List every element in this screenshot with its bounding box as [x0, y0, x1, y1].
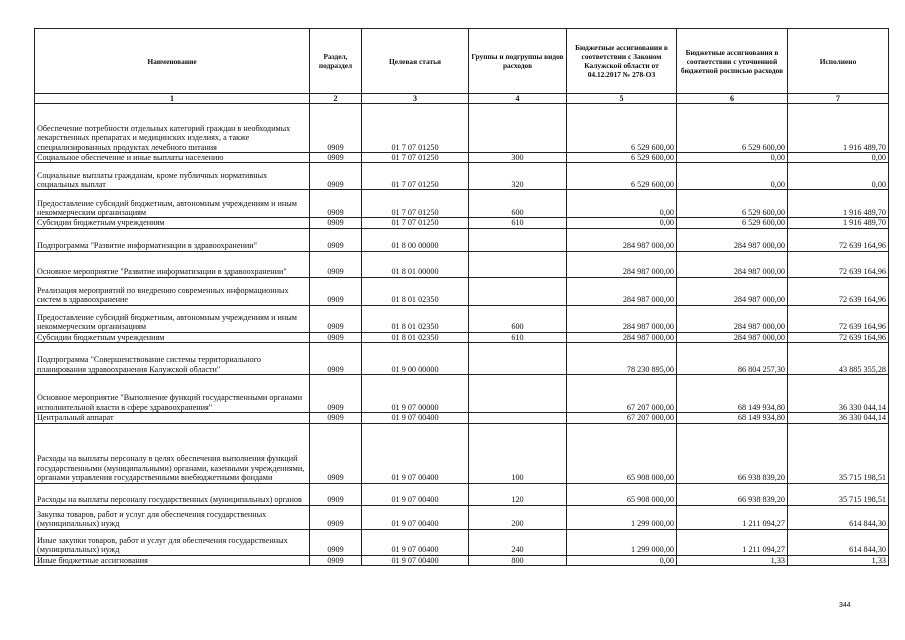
header-law: Бюджетные ассигнования в соответствии с Законом Калужской области от 04.12.2017 № 278-ОЗ [567, 29, 677, 94]
cell-target: 01 8 01 02350 [362, 305, 469, 332]
cell-law: 284 987 000,00 [567, 305, 677, 332]
cell-law: 1 299 000,00 [567, 529, 677, 555]
column-number: 1 [35, 94, 310, 104]
cell-refined: 6 529 600,00 [677, 218, 788, 228]
cell-executed: 36 330 044,14 [788, 375, 889, 413]
column-number: 3 [362, 94, 469, 104]
table-row [35, 332, 889, 342]
cell-law: 284 987 000,00 [567, 277, 677, 305]
cell-law: 0,00 [567, 190, 677, 218]
cell-refined: 1 211 094,27 [677, 505, 788, 529]
cell-law: 6 529 600,00 [567, 163, 677, 190]
cell-refined: 86 804 257,30 [677, 343, 788, 375]
cell-name: Подпрограмма "Совершенствование системы территориального планирования здравоохранения Калужской области" [35, 343, 310, 375]
cell-refined: 68 149 934,80 [677, 375, 788, 413]
cell-executed: 1,33 [788, 555, 889, 565]
cell-name: Расходы на выплаты персоналу в целях обеспечения выполнения функций государственными (муниципальными) органами, казенными учреждениями, органами управления государственными внебюджетными фондами [35, 423, 310, 483]
cell-section: 0909 [310, 251, 362, 277]
cell-section: 0909 [310, 343, 362, 375]
cell-name: Подпрограмма "Развитие информатизации в здравоохранении" [35, 228, 310, 251]
table-row [35, 104, 889, 153]
cell-refined: 284 987 000,00 [677, 228, 788, 251]
cell-group [469, 104, 567, 153]
cell-section: 0909 [310, 305, 362, 332]
cell-name: Субсидии бюджетным учреждениям [35, 218, 310, 228]
cell-executed: 1 916 489,70 [788, 190, 889, 218]
cell-target: 01 9 07 00400 [362, 413, 469, 423]
header-groups: Группы и подгруппы видов расходов [469, 29, 567, 94]
cell-name: Предоставление субсидий бюджетным, автономным учреждениям и иным некоммерческим организациям [35, 190, 310, 218]
header-refined: Бюджетные ассигнования в соответствии с уточненной бюджетной росписью расходов [677, 29, 788, 94]
cell-group [469, 228, 567, 251]
cell-refined: 0,00 [677, 163, 788, 190]
cell-target: 01 9 07 00400 [362, 555, 469, 565]
cell-target: 01 9 00 00000 [362, 343, 469, 375]
cell-section: 0909 [310, 413, 362, 423]
table-row [35, 163, 889, 190]
budget-table [34, 28, 889, 566]
header-target: Целевая статья [362, 29, 469, 94]
cell-name: Обеспечение потребности отдельных категорий граждан в необходимых лекарственных препаратах и медицинских изделиях, а также специализированных продуктах лечебного питания [35, 104, 310, 153]
cell-refined: 1 211 094,27 [677, 529, 788, 555]
cell-target: 01 7 07 01250 [362, 218, 469, 228]
cell-law: 65 908 000,00 [567, 423, 677, 483]
cell-name: Иные закупки товаров, работ и услуг для обеспечения государственных (муниципальных) нужд [35, 529, 310, 555]
cell-executed: 0,00 [788, 153, 889, 163]
cell-target: 01 7 07 01250 [362, 190, 469, 218]
cell-executed: 72 639 164,96 [788, 277, 889, 305]
cell-group [469, 413, 567, 423]
cell-executed: 0,00 [788, 163, 889, 190]
cell-refined: 6 529 600,00 [677, 104, 788, 153]
cell-target: 01 7 07 01250 [362, 163, 469, 190]
cell-target: 01 8 01 02350 [362, 277, 469, 305]
cell-refined: 1,33 [677, 555, 788, 565]
cell-group [469, 343, 567, 375]
cell-section: 0909 [310, 375, 362, 413]
cell-executed: 1 916 489,70 [788, 218, 889, 228]
table-row [35, 190, 889, 218]
table-row [35, 343, 889, 375]
cell-group [469, 277, 567, 305]
cell-law: 1 299 000,00 [567, 505, 677, 529]
cell-section: 0909 [310, 555, 362, 565]
table-row [35, 413, 889, 423]
cell-group: 800 [469, 555, 567, 565]
cell-group: 320 [469, 163, 567, 190]
cell-refined: 0,00 [677, 153, 788, 163]
cell-executed: 1 916 489,70 [788, 104, 889, 153]
cell-name: Основное мероприятие "Выполнение функций государственными органами исполнительной власти в сфере здравоохранения" [35, 375, 310, 413]
table-row [35, 375, 889, 413]
cell-name: Субсидии бюджетным учреждениям [35, 332, 310, 342]
cell-refined: 284 987 000,00 [677, 332, 788, 342]
cell-section: 0909 [310, 104, 362, 153]
table-body [35, 104, 889, 566]
cell-executed: 72 639 164,96 [788, 332, 889, 342]
cell-target: 01 8 01 02350 [362, 332, 469, 342]
cell-name: Основное мероприятие "Развитие информатизации в здравоохранении" [35, 251, 310, 277]
cell-name: Реализация мероприятий по внедрению современных информационных систем в здравоохранение [35, 277, 310, 305]
cell-group: 240 [469, 529, 567, 555]
cell-section: 0909 [310, 228, 362, 251]
cell-section: 0909 [310, 332, 362, 342]
table-row [35, 153, 889, 163]
cell-law: 65 908 000,00 [567, 483, 677, 505]
cell-refined: 66 938 839,20 [677, 423, 788, 483]
cell-name: Иные бюджетные ассигнования [35, 555, 310, 565]
cell-group: 300 [469, 153, 567, 163]
cell-executed: 614 844,30 [788, 505, 889, 529]
cell-target: 01 9 07 00400 [362, 483, 469, 505]
cell-law: 67 207 000,00 [567, 375, 677, 413]
cell-section: 0909 [310, 423, 362, 483]
cell-group: 600 [469, 190, 567, 218]
cell-target: 01 9 07 00000 [362, 375, 469, 413]
cell-refined: 6 529 600,00 [677, 190, 788, 218]
cell-group: 610 [469, 218, 567, 228]
header-executed: Исполнено [788, 29, 889, 94]
cell-target: 01 7 07 01250 [362, 104, 469, 153]
table-row [35, 218, 889, 228]
header-name: Наименование [35, 29, 310, 94]
cell-law: 284 987 000,00 [567, 251, 677, 277]
column-number: 4 [469, 94, 567, 104]
page-number: 344 [839, 602, 851, 609]
table-row [35, 423, 889, 483]
column-number: 2 [310, 94, 362, 104]
cell-law: 67 207 000,00 [567, 413, 677, 423]
cell-target: 01 9 07 00400 [362, 505, 469, 529]
cell-law: 6 529 600,00 [567, 104, 677, 153]
cell-target: 01 9 07 00400 [362, 423, 469, 483]
cell-section: 0909 [310, 505, 362, 529]
cell-section: 0909 [310, 218, 362, 228]
cell-name: Закупка товаров, работ и услуг для обеспечения государственных (муниципальных) нужд [35, 505, 310, 529]
cell-executed: 614 844,30 [788, 529, 889, 555]
cell-name: Центральный аппарат [35, 413, 310, 423]
cell-executed: 72 639 164,96 [788, 305, 889, 332]
table-row [35, 483, 889, 505]
cell-executed: 35 715 198,51 [788, 483, 889, 505]
cell-executed: 72 639 164,96 [788, 228, 889, 251]
cell-law: 6 529 600,00 [567, 153, 677, 163]
table-row [35, 529, 889, 555]
cell-law: 284 987 000,00 [567, 228, 677, 251]
cell-section: 0909 [310, 483, 362, 505]
column-number-row [35, 94, 889, 104]
table-row [35, 277, 889, 305]
cell-target: 01 8 01 00000 [362, 251, 469, 277]
cell-law: 78 230 895,00 [567, 343, 677, 375]
cell-law: 0,00 [567, 555, 677, 565]
cell-refined: 68 149 934,80 [677, 413, 788, 423]
cell-group [469, 375, 567, 413]
cell-refined: 284 987 000,00 [677, 305, 788, 332]
cell-group: 600 [469, 305, 567, 332]
cell-group: 200 [469, 505, 567, 529]
column-number: 6 [677, 94, 788, 104]
header-section: Раздел, подраздел [310, 29, 362, 94]
table-row [35, 251, 889, 277]
cell-name: Социальные выплаты гражданам, кроме публичных нормативных социальных выплат [35, 163, 310, 190]
cell-name: Предоставление субсидий бюджетным, автономным учреждениям и иным некоммерческим организациям [35, 305, 310, 332]
cell-executed: 72 639 164,96 [788, 251, 889, 277]
cell-refined: 284 987 000,00 [677, 251, 788, 277]
table-row [35, 228, 889, 251]
cell-section: 0909 [310, 153, 362, 163]
header-row [35, 29, 889, 94]
cell-group: 610 [469, 332, 567, 342]
table-row [35, 505, 889, 529]
cell-section: 0909 [310, 190, 362, 218]
cell-law: 0,00 [567, 218, 677, 228]
cell-executed: 36 330 044,14 [788, 413, 889, 423]
cell-target: 01 7 07 01250 [362, 153, 469, 163]
cell-target: 01 8 00 00000 [362, 228, 469, 251]
table-row [35, 555, 889, 565]
cell-group: 120 [469, 483, 567, 505]
table-row [35, 305, 889, 332]
cell-section: 0909 [310, 163, 362, 190]
cell-group [469, 251, 567, 277]
cell-section: 0909 [310, 529, 362, 555]
cell-executed: 43 885 355,28 [788, 343, 889, 375]
cell-target: 01 9 07 00400 [362, 529, 469, 555]
cell-refined: 284 987 000,00 [677, 277, 788, 305]
cell-section: 0909 [310, 277, 362, 305]
cell-name: Социальное обеспечение и иные выплаты населению [35, 153, 310, 163]
cell-executed: 35 715 198,51 [788, 423, 889, 483]
cell-group: 100 [469, 423, 567, 483]
cell-law: 284 987 000,00 [567, 332, 677, 342]
cell-name: Расходы на выплаты персоналу государственных (муниципальных) органов [35, 483, 310, 505]
column-number: 7 [788, 94, 889, 104]
column-number: 5 [567, 94, 677, 104]
cell-refined: 66 938 839,20 [677, 483, 788, 505]
